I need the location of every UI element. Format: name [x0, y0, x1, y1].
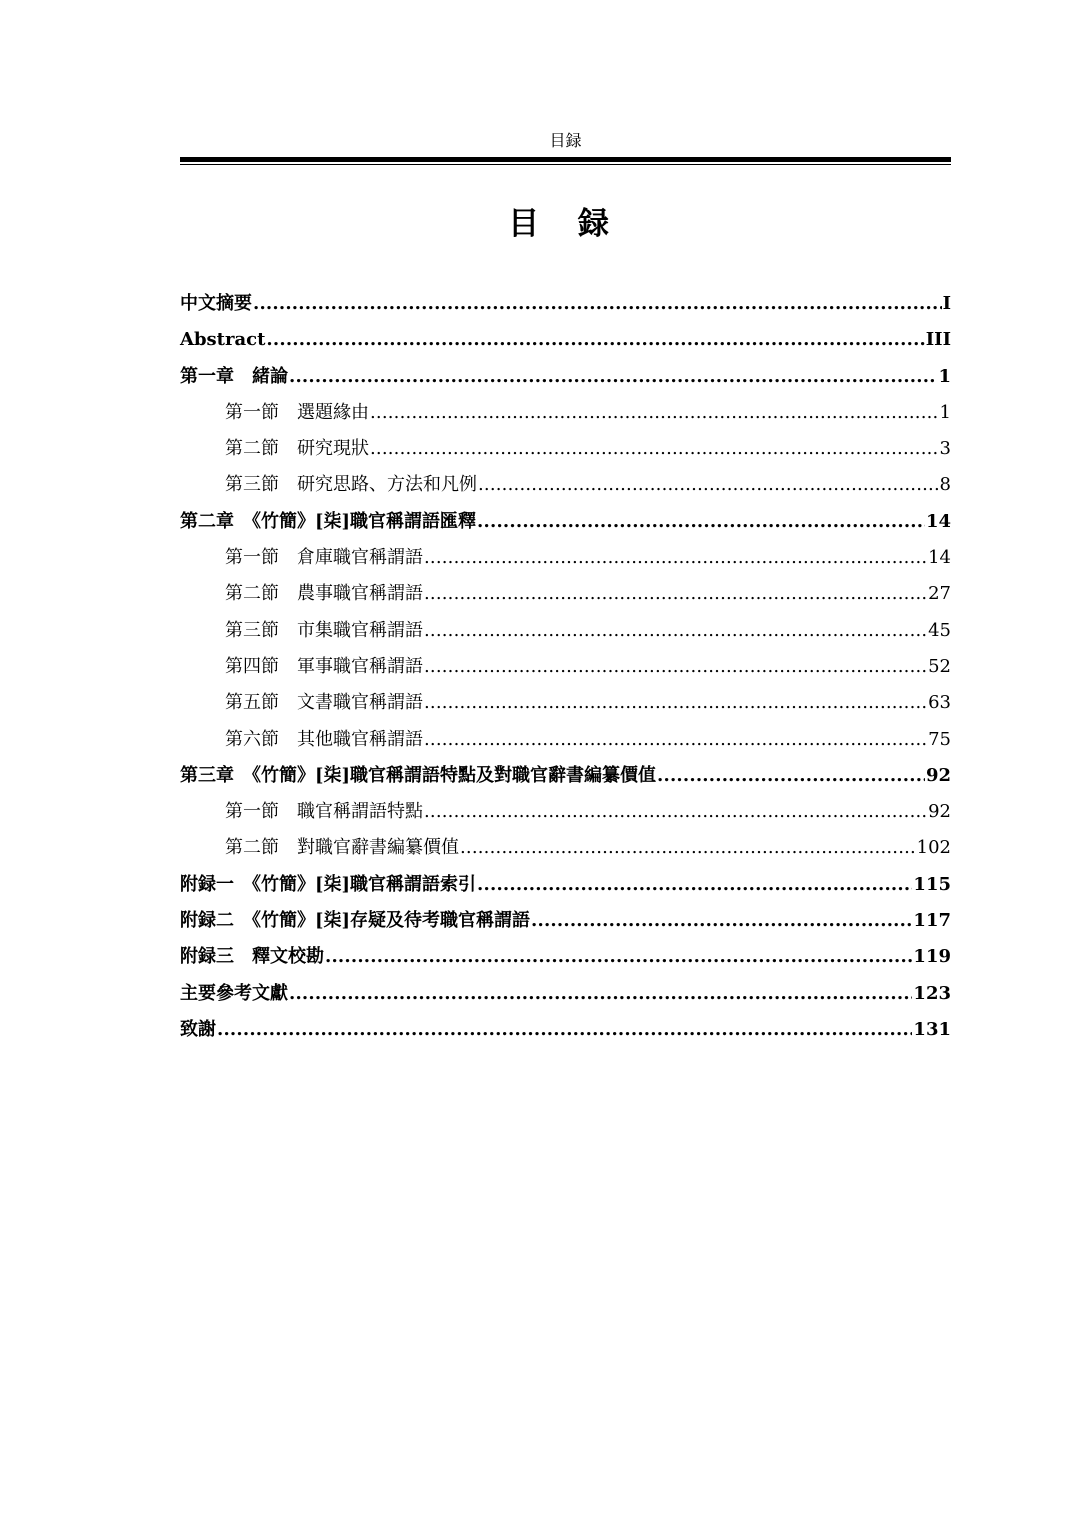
- toc-entry-label: 第四節 軍事職官稱謂語: [225, 655, 423, 677]
- toc-entry[interactable]: [180, 322, 951, 358]
- toc-leader-dots: [424, 540, 927, 576]
- toc-leader-dots: [460, 830, 916, 866]
- toc-entry[interactable]: [180, 685, 951, 721]
- toc-entry-page: 3: [939, 438, 951, 460]
- toc-entry[interactable]: [180, 794, 951, 830]
- toc-entry-page: 52: [928, 655, 951, 677]
- toc-entry[interactable]: [180, 613, 951, 649]
- toc-entry-page: 117: [913, 910, 951, 932]
- toc-entry-label: 第二章 《竹簡》[柒]職官稱謂語匯釋: [180, 510, 477, 532]
- toc-entry-page: 131: [913, 1018, 951, 1040]
- toc-entry-label: 第六節 其他職官稱謂語: [225, 728, 423, 750]
- toc-entry[interactable]: [180, 976, 951, 1012]
- toc-leader-dots: [424, 613, 927, 649]
- toc-entry-page: 75: [928, 728, 951, 750]
- toc-entry[interactable]: [180, 867, 951, 903]
- toc-entry-label: 第三節 市集職官稱謂語: [225, 619, 423, 641]
- toc-entry[interactable]: [180, 830, 951, 866]
- toc-entry[interactable]: [180, 903, 951, 939]
- toc-leader-dots: [266, 322, 924, 358]
- toc-entry-label: 中文摘要: [180, 293, 252, 314]
- toc-entry[interactable]: [180, 1012, 951, 1048]
- toc-entry-page: 63: [928, 692, 951, 714]
- toc-entry-page: 123: [913, 982, 951, 1004]
- toc-entry-label: Abstract: [180, 329, 266, 351]
- toc-entry-page: 8: [939, 474, 951, 496]
- toc-leader-dots: [424, 794, 927, 830]
- toc-entry-label: 第三節 研究思路、方法和凡例: [225, 474, 477, 496]
- toc-entry-page: III: [925, 329, 951, 351]
- toc-leader-dots: [370, 431, 939, 467]
- header-rule-thin: [180, 164, 951, 165]
- toc-entry-label: 第五節 文書職官稱謂語: [225, 692, 423, 714]
- toc-entry-label: 第一節 選題緣由: [225, 401, 369, 423]
- toc-leader-dots: [531, 903, 912, 939]
- toc-entry[interactable]: [180, 758, 951, 794]
- toc-entry-label: 附録三 釋文校勘: [180, 946, 324, 968]
- toc-entry-page: 115: [913, 873, 951, 895]
- toc-entry-label: 第二節 農事職官稱謂語: [225, 583, 423, 605]
- toc-entry[interactable]: [180, 467, 951, 503]
- toc-entry-label: 附録二 《竹簡》[柒]存疑及待考職官稱謂語: [180, 910, 531, 932]
- toc-leader-dots: [477, 504, 925, 540]
- toc-entry-label: 第二節 研究現狀: [225, 438, 369, 460]
- toc-entry-label: 附録一 《竹簡》[柒]職官稱謂語索引: [180, 873, 477, 895]
- toc-leader-dots: [424, 649, 927, 685]
- toc-entry[interactable]: [180, 431, 951, 467]
- toc-entry-page: 14: [928, 547, 951, 569]
- toc-leader-dots: [424, 576, 927, 612]
- toc-entry-page: 119: [913, 946, 951, 968]
- toc-entry-page: 27: [928, 583, 951, 605]
- toc-leader-dots: [325, 939, 912, 975]
- toc-entry-label: 第三章 《竹簡》[柒]職官稱謂語特點及對職官辭書編纂價值: [180, 764, 657, 786]
- toc-leader-dots: [370, 395, 939, 431]
- toc-entry-page: 45: [928, 619, 951, 641]
- toc-leader-dots: [289, 976, 912, 1012]
- toc-entry[interactable]: [180, 286, 951, 322]
- toc-leader-dots: [478, 467, 939, 503]
- toc-leader-dots: [253, 286, 942, 322]
- toc-entry-label: 第一節 職官稱謂語特點: [225, 801, 423, 823]
- header-rule-thick: [180, 157, 951, 162]
- toc-entry[interactable]: [180, 576, 951, 612]
- toc-entry[interactable]: [180, 540, 951, 576]
- toc-entry[interactable]: [180, 722, 951, 758]
- toc-entry-page: 14: [925, 510, 951, 532]
- toc-leader-dots: [657, 758, 925, 794]
- toc-entry-label: 致謝: [180, 1018, 216, 1040]
- toc-entry-page: 102: [916, 837, 951, 859]
- toc-leader-dots: [289, 359, 937, 395]
- toc-entry-page: 1: [938, 365, 951, 387]
- toc-entry-page: 1: [939, 401, 951, 423]
- running-header: 目録: [549, 131, 582, 150]
- toc-entry[interactable]: [180, 939, 951, 975]
- toc-entry-page: I: [942, 293, 951, 314]
- toc-entry-label: 第一節 倉庫職官稱謂語: [225, 547, 423, 569]
- toc-entry[interactable]: [180, 649, 951, 685]
- toc-entry[interactable]: [180, 395, 951, 431]
- toc-title: 目 録: [508, 206, 623, 242]
- toc-entry[interactable]: [180, 504, 951, 540]
- toc-entry-label: 第一章 緒論: [180, 365, 288, 387]
- toc-entry[interactable]: [180, 359, 951, 395]
- toc-entry-label: 主要參考文獻: [180, 982, 288, 1004]
- toc-entry-page: 92: [925, 764, 951, 786]
- toc-entry-page: 92: [928, 801, 951, 823]
- toc-leader-dots: [424, 722, 927, 758]
- toc-leader-dots: [424, 685, 927, 721]
- toc-entry-label: 第二節 對職官辭書編纂價值: [225, 837, 459, 859]
- toc-leader-dots: [217, 1012, 912, 1048]
- toc-list: [180, 286, 951, 1048]
- toc-leader-dots: [477, 867, 912, 903]
